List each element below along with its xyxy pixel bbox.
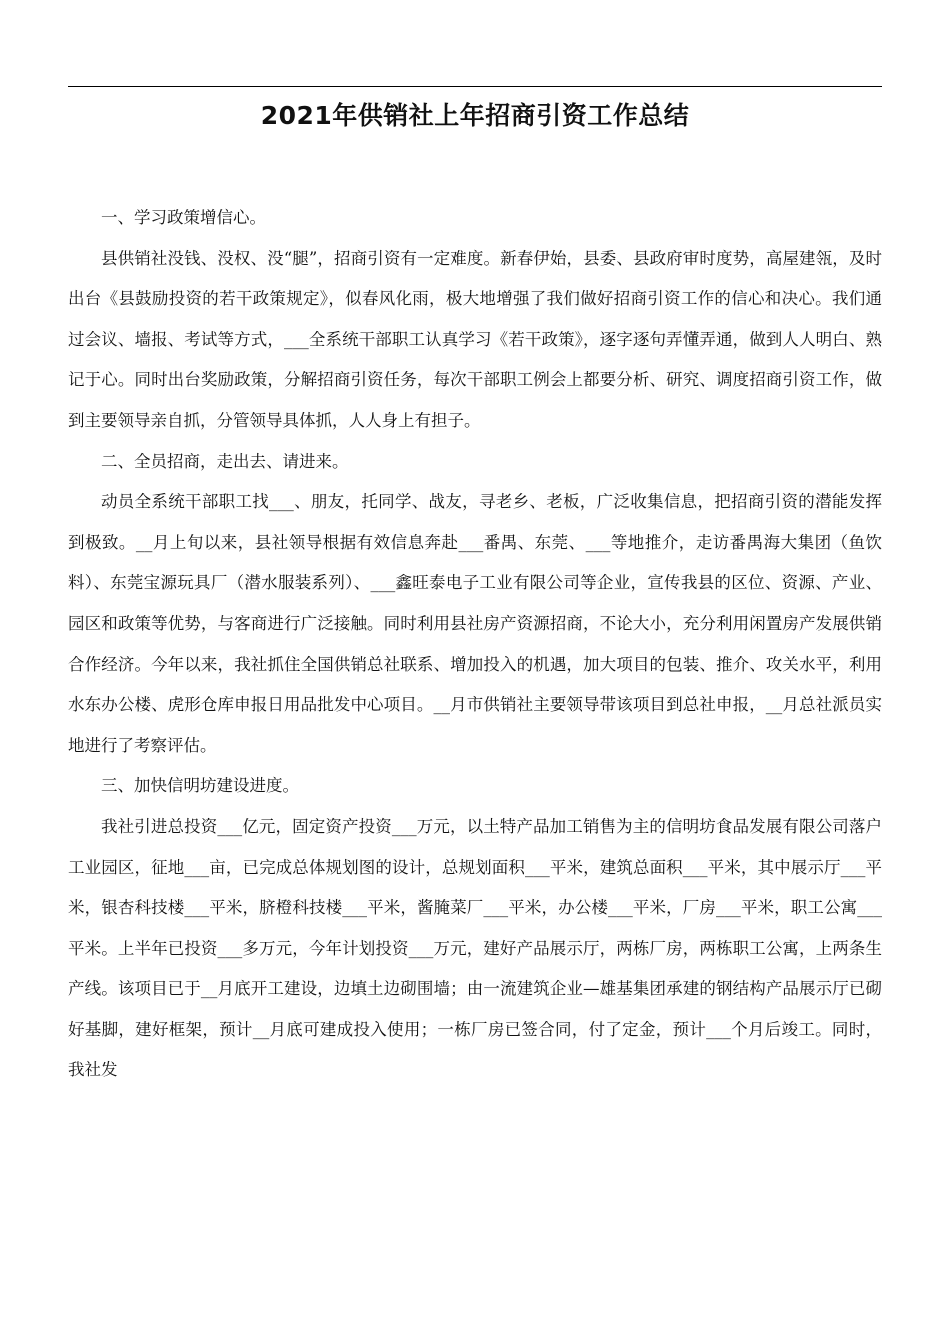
paragraph-2: 动员全系统干部职工找___、朋友，托同学、战友，寻老乡、老板，广泛收集信息，把招商引资的潜能发挥到极致。__月上旬以来，县社领导根据有效信息奔赴___番禺、东莞、___等地推介，走访番禺海大集团（鱼饮料）、东莞宝源玩具厂（潜水服装系列）、___鑫旺泰电子工业有限公司等企业，宣传我县的区位、资源、产业、园区和政策等优势，与客商进行广泛接触。同时利用县社房产资源招商，不论大小，充分利用闲置房产发展供销合作经济。今年以来，我社抓住全国供销总社联系、增加投入的机遇，加大项目的包装、推介、攻关水平，利用水东办公楼、虎形仓库申报日用品批发中心项目。__月市供销社主要领导带该项目到总社申报，__月总社派员实地进行了考察评估。 — [68, 492, 882, 755]
paragraph-1: 县供销社没钱、没权、没“腿”，招商引资有一定难度。新春伊始，县委、县政府审时度势，高屋建瓴，及时出台《县鼓励投资的若干政策规定》，似春风化雨，极大地增强了我们做好招商引资工作的信心和决心。我们通过会议、墙报、考试等方式，___全系统干部职工认真学习《若干政策》，逐字逐句弄懂弄通，做到人人明白、熟记于心。同时出台奖励政策，分解招商引资任务，每次干部职工例会上都要分析、研究、调度招商引资工作，做到主要领导亲自抓，分管领导具体抓，人人身上有担子。 — [68, 248, 882, 430]
section-heading-1: 一、学习政策增信心。 — [101, 208, 266, 227]
document-title: 2021年供销社上年招商引资工作总结 — [260, 101, 690, 130]
document-body — [68, 198, 882, 1091]
section-heading-3: 三、加快信明坊建设进度。 — [101, 776, 299, 796]
paragraph-3: 我社引进总投资___亿元，固定资产投资___万元，以土特产品加工销售为主的信明坊食品发展有限公司落户工业园区，征地___亩，已完成总体规划图的设计，总规划面积___平米，建筑总面积___平米，其中展示厅___平米，银杏科技楼___平米，脐橙科技楼___平米，酱腌菜厂___平米，办公楼___平米，厂房___平米，职工公寓___平米。上半年已投资___多万元，今年计划投资___万元，建好产品展示厅，两栋厂房，两栋职工公寓，上两条生产线。该项目已于__月底开工建设，边填土边砌围墙；由一流建筑企业—雄基集团承建的钢结构产品展示厅已砌好基脚，建好框架，预计__月底可建成投入使用；一栋厂房已签合同，付了定金，预计___个月后竣工。同时，我社发 — [68, 816, 883, 1080]
section-heading-2: 二、全员招商，走出去、请进来。 — [101, 451, 349, 471]
header-rule — [68, 86, 882, 87]
